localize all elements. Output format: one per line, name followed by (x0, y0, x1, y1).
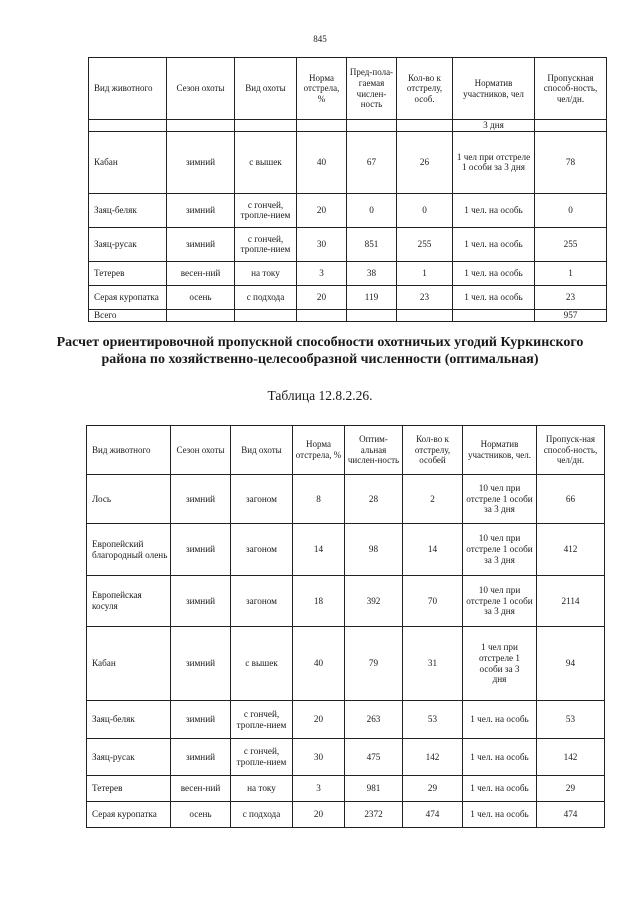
cell-quota: 1 (397, 261, 453, 285)
cell-season: весен-ний (171, 776, 231, 802)
table-row (87, 802, 605, 828)
cell-population: 67 (347, 131, 397, 193)
header-cell: Вид животного (89, 58, 167, 120)
header-cell: Вид животного (87, 426, 171, 475)
cell-norm: 1 чел. на особь (463, 739, 537, 776)
cell-capacity: 94 (537, 627, 605, 701)
header-cell: Норма отстрела, % (297, 58, 347, 120)
cell-animal: Заяц-русак (87, 739, 171, 776)
cell-quota: 53 (403, 701, 463, 739)
cell-capacity: 2114 (537, 576, 605, 627)
cell-population: 475 (345, 739, 403, 776)
cell-season: зимний (171, 701, 231, 739)
section-title: Расчет ориентировочной пропускной способности охотничьих угодий Куркинского района по хозяйственно-целесообразной численности (оптимальная) (56, 335, 584, 367)
cell-method: загоном (231, 475, 293, 524)
header-cell: Кол-во к отстрелу, особ. (397, 58, 453, 120)
table-row (87, 739, 605, 776)
cell-animal: Заяц-беляк (87, 701, 171, 739)
header-cell: Вид охоты (235, 58, 297, 120)
cell-animal: Европейский благородный олень (87, 524, 171, 576)
table-header-row (89, 58, 607, 120)
table-row (89, 285, 607, 309)
header-cell: Сезон охоты (171, 426, 231, 475)
table-row (87, 475, 605, 524)
table-row (87, 576, 605, 627)
cell-animal: Серая куропатка (89, 285, 167, 309)
header-cell: Кол-во к отстрелу, особей (403, 426, 463, 475)
table-row (87, 524, 605, 576)
cell-method: загоном (231, 524, 293, 576)
cell-animal: Серая куропатка (87, 802, 171, 828)
cell-season: зимний (167, 131, 235, 193)
capacity-table-optimal (86, 425, 605, 828)
continuation-row (89, 120, 607, 132)
cell-rate: 40 (293, 627, 345, 701)
header-cell: Пропуск-ная способ-ность, чел/дн. (537, 426, 605, 475)
cell-capacity: 29 (537, 776, 605, 802)
cell-norm: 10 чел при отстреле 1 особи за 3 дня (463, 475, 537, 524)
cell-norm: 1 чел. на особь (463, 701, 537, 739)
cell-norm: 10 чел при отстреле 1 особи за 3 дня (463, 576, 537, 627)
cell-capacity: 66 (537, 475, 605, 524)
cell-season: весен-ний (167, 261, 235, 285)
cell-season: зимний (171, 576, 231, 627)
cell-population: 0 (347, 193, 397, 227)
cell-method: на току (235, 261, 297, 285)
table-header-row (87, 426, 605, 475)
table-row (87, 701, 605, 739)
continuation-text: 3 дня (453, 120, 535, 132)
cell-method: с гончей, тропле-нием (231, 739, 293, 776)
cell-quota: 474 (403, 802, 463, 828)
cell-rate: 20 (293, 701, 345, 739)
table-row (89, 193, 607, 227)
cell-rate: 30 (297, 227, 347, 261)
cell-capacity: 0 (535, 193, 607, 227)
total-label: Всего (89, 309, 167, 321)
cell-norm: 1 чел. на особь (463, 776, 537, 802)
cell-quota: 23 (397, 285, 453, 309)
cell-rate: 3 (293, 776, 345, 802)
cell-method: загоном (231, 576, 293, 627)
cell-rate: 20 (297, 193, 347, 227)
cell-quota: 255 (397, 227, 453, 261)
cell-quota: 2 (403, 475, 463, 524)
cell-animal: Заяц-беляк (89, 193, 167, 227)
cell-population: 38 (347, 261, 397, 285)
cell-capacity: 53 (537, 701, 605, 739)
cell-season: зимний (171, 475, 231, 524)
cell-season: зимний (167, 193, 235, 227)
cell-population: 98 (345, 524, 403, 576)
header-cell: Пропускная способ-ность, чел/дн. (535, 58, 607, 120)
header-cell: Пред-пола-гаемая числен-ность (347, 58, 397, 120)
cell-animal: Заяц-русак (89, 227, 167, 261)
header-cell: Вид охоты (231, 426, 293, 475)
table-row (89, 227, 607, 261)
cell-quota: 31 (403, 627, 463, 701)
table-row (87, 776, 605, 802)
cell-animal: Европейская косуля (87, 576, 171, 627)
cell-population: 79 (345, 627, 403, 701)
cell-capacity: 142 (537, 739, 605, 776)
cell-rate: 20 (293, 802, 345, 828)
cell-quota: 0 (397, 193, 453, 227)
cell-norm: 1 чел. на особь (463, 802, 537, 828)
cell-method: на току (231, 776, 293, 802)
header-cell: Оптим-альная числен-ность (345, 426, 403, 475)
cell-animal: Кабан (87, 627, 171, 701)
cell-season: зимний (171, 739, 231, 776)
cell-rate: 14 (293, 524, 345, 576)
cell-quota: 29 (403, 776, 463, 802)
table-caption: Таблица 12.8.2.26. (267, 388, 373, 403)
cell-population: 851 (347, 227, 397, 261)
capacity-table-economic (88, 57, 607, 322)
cell-population: 2372 (345, 802, 403, 828)
cell-method: с гончей, тропле-нием (231, 701, 293, 739)
page-number: 845 (313, 34, 327, 44)
cell-capacity: 1 (535, 261, 607, 285)
cell-rate: 30 (293, 739, 345, 776)
cell-rate: 20 (297, 285, 347, 309)
cell-population: 981 (345, 776, 403, 802)
cell-method: с подхода (231, 802, 293, 828)
cell-season: зимний (171, 524, 231, 576)
cell-capacity: 23 (535, 285, 607, 309)
cell-capacity: 412 (537, 524, 605, 576)
cell-norm: 1 чел. на особь (453, 193, 535, 227)
cell-population: 392 (345, 576, 403, 627)
cell-quota: 142 (403, 739, 463, 776)
cell-rate: 40 (297, 131, 347, 193)
cell-norm: 1 чел при отстреле 1 особи за 3 дня (463, 627, 537, 701)
header-cell: Норматив участников, чел (453, 58, 535, 120)
cell-method: с вышек (235, 131, 297, 193)
cell-norm: 1 чел при отстреле 1 особи за 3 дня (453, 131, 535, 193)
cell-rate: 8 (293, 475, 345, 524)
cell-animal: Лось (87, 475, 171, 524)
cell-capacity: 255 (535, 227, 607, 261)
table-row (87, 627, 605, 701)
cell-quota: 26 (397, 131, 453, 193)
cell-method: с подхода (235, 285, 297, 309)
cell-population: 263 (345, 701, 403, 739)
cell-season: зимний (167, 227, 235, 261)
cell-population: 119 (347, 285, 397, 309)
cell-capacity: 78 (535, 131, 607, 193)
cell-norm: 1 чел. на особь (453, 285, 535, 309)
cell-norm: 10 чел при отстреле 1 особи за 3 дня (463, 524, 537, 576)
cell-season: зимний (171, 627, 231, 701)
cell-capacity: 474 (537, 802, 605, 828)
cell-method: с гончей, тропле-нием (235, 193, 297, 227)
cell-season: осень (171, 802, 231, 828)
cell-norm: 1 чел. на особь (453, 261, 535, 285)
cell-animal: Кабан (89, 131, 167, 193)
cell-quota: 14 (403, 524, 463, 576)
cell-animal: Тетерев (89, 261, 167, 285)
header-cell: Норматив участников, чел. (463, 426, 537, 475)
cell-rate: 3 (297, 261, 347, 285)
cell-population: 28 (345, 475, 403, 524)
cell-norm: 1 чел. на особь (453, 227, 535, 261)
cell-season: осень (167, 285, 235, 309)
cell-method: с гончей, тропле-нием (235, 227, 297, 261)
header-cell: Сезон охоты (167, 58, 235, 120)
cell-method: с вышек (231, 627, 293, 701)
cell-rate: 18 (293, 576, 345, 627)
total-value: 957 (535, 309, 607, 321)
cell-quota: 70 (403, 576, 463, 627)
total-row (89, 309, 607, 321)
table-row (89, 261, 607, 285)
table-row (89, 131, 607, 193)
cell-animal: Тетерев (87, 776, 171, 802)
header-cell: Норма отстрела, % (293, 426, 345, 475)
